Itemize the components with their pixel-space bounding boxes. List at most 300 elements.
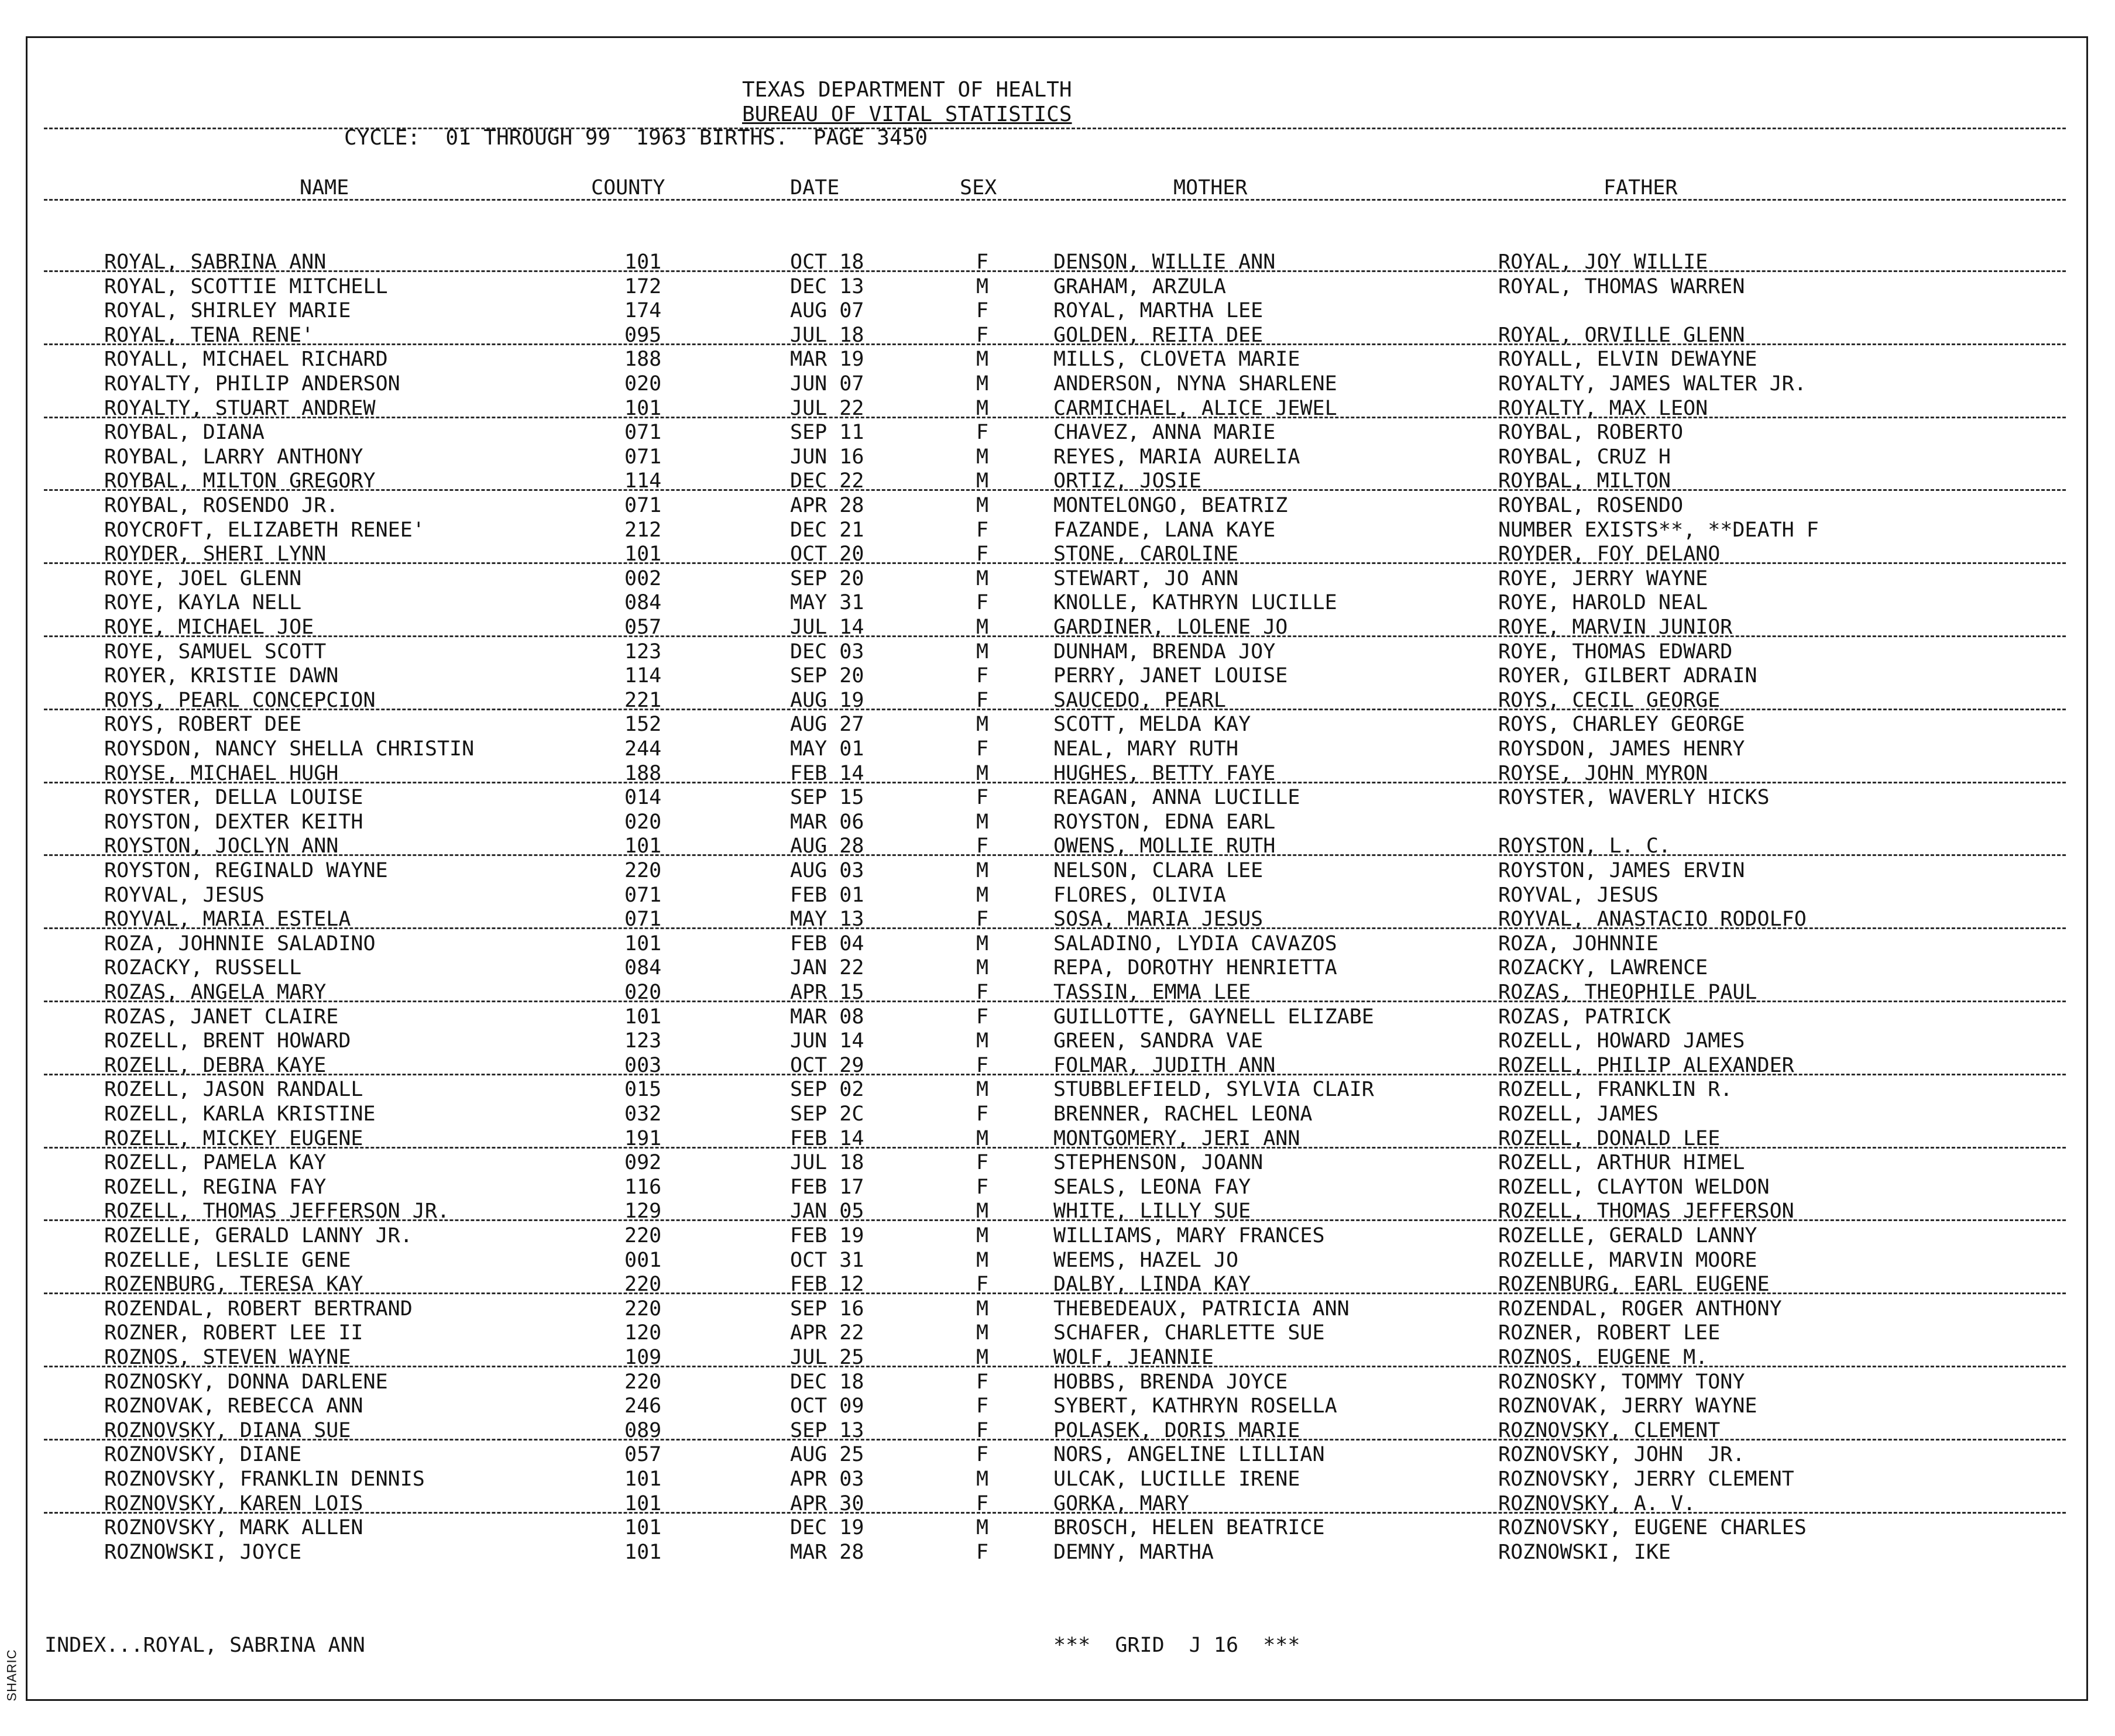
- cell-county: 101: [624, 1540, 662, 1564]
- cell-date: AUG 07: [790, 299, 864, 323]
- cell-mother: WOLF, JEANNIE: [1053, 1346, 1214, 1369]
- table-row: [0, 275, 2115, 300]
- cell-county: 071: [624, 494, 662, 517]
- cell-county: 071: [624, 883, 662, 907]
- cell-date: SEP 15: [790, 786, 864, 810]
- cell-sex: F: [976, 250, 989, 274]
- cell-county: 172: [624, 274, 662, 298]
- cell-county: 220: [624, 1224, 662, 1247]
- cell-father: ROZENDAL, ROGER ANTHONY: [1498, 1297, 1782, 1321]
- table-row: [0, 737, 2115, 762]
- cell-date: SEP 20: [790, 566, 864, 590]
- cell-date: SEP 16: [790, 1297, 864, 1321]
- cell-mother: DEMNY, MARTHA: [1053, 1540, 1214, 1564]
- cell-county: 221: [624, 688, 662, 712]
- table-row: [0, 907, 2115, 932]
- cell-county: 188: [624, 348, 662, 372]
- cell-mother: STUBBLEFIELD, SYLVIA CLAIR: [1053, 1078, 1374, 1102]
- cell-father: ROZELL, JAMES: [1498, 1102, 1659, 1126]
- cell-date: JUN 16: [790, 445, 864, 469]
- cell-name: ROYE, JOEL GLENN: [104, 566, 302, 590]
- cell-mother: HOBBS, BRENDA JOYCE: [1053, 1370, 1288, 1394]
- bureau-title: BUREAU OF VITAL STATISTICS: [742, 102, 1072, 126]
- cell-date: JUL 18: [790, 1151, 864, 1175]
- cell-father: ROZELLE, GERALD LANNY: [1498, 1224, 1757, 1247]
- cell-name: ROZAS, ANGELA MARY: [104, 981, 327, 1004]
- table-row: [0, 981, 2115, 1005]
- cell-date: JAN 22: [790, 956, 864, 980]
- cell-mother: MONTELONGO, BEATRIZ: [1053, 494, 1288, 517]
- cell-county: 174: [624, 299, 662, 323]
- cell-sex: M: [976, 1224, 989, 1247]
- cell-father: ROZNOVSKY, JERRY CLEMENT: [1498, 1467, 1794, 1491]
- cell-name: ROYALL, MICHAEL RICHARD: [104, 348, 388, 372]
- cell-name: ROYALTY, PHILIP ANDERSON: [104, 372, 400, 396]
- cell-county: 101: [624, 250, 662, 274]
- cell-sex: M: [976, 640, 989, 664]
- cell-father: ROZNOVSKY, JOHN JR.: [1498, 1443, 1745, 1467]
- cell-sex: M: [976, 1346, 989, 1369]
- table-row: [0, 1370, 2115, 1395]
- cell-mother: ULCAK, LUCILLE IRENE: [1053, 1467, 1300, 1491]
- cell-county: 003: [624, 1053, 662, 1077]
- cell-father: ROYBAL, ROSENDO: [1498, 494, 1684, 517]
- cell-name: ROYE, SAMUEL SCOTT: [104, 640, 327, 664]
- cell-sex: M: [976, 274, 989, 298]
- cell-father: ROYAL, JOY WILLIE: [1498, 250, 1708, 274]
- cell-county: 212: [624, 518, 662, 542]
- cell-date: MAR 06: [790, 810, 864, 834]
- cell-mother: REYES, MARIA AURELIA: [1053, 445, 1300, 469]
- cell-mother: REAGAN, ANNA LUCILLE: [1053, 786, 1300, 810]
- cell-county: 092: [624, 1151, 662, 1175]
- cell-county: 101: [624, 1005, 662, 1029]
- cell-county: 057: [624, 1443, 662, 1467]
- cell-sex: F: [976, 1102, 989, 1126]
- cell-mother: TASSIN, EMMA LEE: [1053, 981, 1251, 1004]
- cell-date: SEP 2C: [790, 1102, 864, 1126]
- table-row: [0, 299, 2115, 324]
- table-row: [0, 372, 2115, 397]
- cell-county: 246: [624, 1394, 662, 1418]
- cell-father: ROZAS, PATRICK: [1498, 1005, 1671, 1029]
- table-row: [0, 1151, 2115, 1175]
- cell-county: 020: [624, 810, 662, 834]
- cell-sex: F: [976, 1370, 989, 1394]
- cell-sex: M: [976, 1078, 989, 1102]
- table-row: [0, 1102, 2115, 1127]
- cell-father: ROYAL, THOMAS WARREN: [1498, 274, 1745, 298]
- cell-date: DEC 18: [790, 1370, 864, 1394]
- cell-mother: NORS, ANGELINE LILLIAN: [1053, 1443, 1325, 1467]
- table-row: [0, 518, 2115, 543]
- table-row: [0, 834, 2115, 859]
- cell-county: 120: [624, 1321, 662, 1345]
- cell-mother: SALADINO, LYDIA CAVAZOS: [1053, 931, 1337, 955]
- cell-date: JAN 05: [790, 1199, 864, 1223]
- cell-father: ROZNER, ROBERT LEE: [1498, 1321, 1721, 1345]
- cell-date: SEP 11: [790, 421, 864, 445]
- cell-date: DEC 22: [790, 469, 864, 493]
- cell-sex: M: [976, 859, 989, 882]
- side-margin-label: [4, 1644, 21, 1703]
- cell-mother: HUGHES, BETTY FAYE: [1053, 761, 1276, 785]
- cell-name: ROYALTY, STUART ANDREW: [104, 396, 376, 420]
- cell-mother: CHAVEZ, ANNA MARIE: [1053, 421, 1276, 445]
- cell-sex: F: [976, 1005, 989, 1029]
- cell-name: ROZELL, MICKEY EUGENE: [104, 1126, 363, 1150]
- cell-date: OCT 20: [790, 542, 864, 566]
- cell-county: 191: [624, 1126, 662, 1150]
- column-header-father: FATHER: [1604, 176, 1678, 200]
- cell-date: SEP 13: [790, 1418, 864, 1442]
- cell-father: ROYSTER, WAVERLY HICKS: [1498, 786, 1770, 810]
- table-row: [0, 542, 2115, 567]
- table-row: [0, 1029, 2115, 1054]
- cell-mother: WEEMS, HAZEL JO: [1053, 1248, 1239, 1272]
- cell-sex: F: [976, 688, 989, 712]
- cell-county: 101: [624, 1491, 662, 1515]
- column-header-sex: SEX: [960, 176, 997, 200]
- cell-sex: F: [976, 1418, 989, 1442]
- cell-date: JUL 18: [790, 323, 864, 347]
- cell-county: 123: [624, 1029, 662, 1053]
- cell-father: ROZENBURG, EARL EUGENE: [1498, 1273, 1770, 1297]
- cell-mother: NELSON, CLARA LEE: [1053, 859, 1263, 882]
- column-header-name: NAME: [300, 176, 349, 200]
- cell-mother: DUNHAM, BRENDA JOY: [1053, 640, 1276, 664]
- cell-sex: F: [976, 786, 989, 810]
- cell-name: ROZELL, KARLA KRISTINE: [104, 1102, 376, 1126]
- cell-name: ROYAL, TENA RENE': [104, 323, 314, 347]
- cell-name: ROZNOVAK, REBECCA ANN: [104, 1394, 363, 1418]
- table-row: [0, 1078, 2115, 1102]
- cell-county: 188: [624, 761, 662, 785]
- cell-father: ROYBAL, MILTON: [1498, 469, 1671, 493]
- cell-date: FEB 12: [790, 1273, 864, 1297]
- cell-name: ROZAS, JANET CLAIRE: [104, 1005, 339, 1029]
- table-row: [0, 445, 2115, 470]
- cell-sex: M: [976, 494, 989, 517]
- cell-county: 071: [624, 445, 662, 469]
- cell-date: AUG 25: [790, 1443, 864, 1467]
- cell-sex: M: [976, 616, 989, 639]
- cell-mother: GARDINER, LOLENE JO: [1053, 616, 1288, 639]
- cell-date: OCT 18: [790, 250, 864, 274]
- table-row: [0, 469, 2115, 494]
- cell-date: MAY 31: [790, 591, 864, 615]
- table-row: [0, 616, 2115, 640]
- cell-sex: M: [976, 1199, 989, 1223]
- cell-name: ROZELL, REGINA FAY: [104, 1175, 327, 1199]
- cell-name: ROZELL, DEBRA KAYE: [104, 1053, 327, 1077]
- table-row: [0, 1127, 2115, 1151]
- table-row: [0, 1249, 2115, 1273]
- cell-name: ROYAL, SHIRLEY MARIE: [104, 299, 351, 323]
- cell-county: 084: [624, 591, 662, 615]
- cell-county: 002: [624, 566, 662, 590]
- cell-date: APR 30: [790, 1491, 864, 1515]
- cell-name: ROYBAL, ROSENDO JR.: [104, 494, 339, 517]
- cell-name: ROZNOSKY, DONNA DARLENE: [104, 1370, 388, 1394]
- cell-father: ROYER, GILBERT ADRAIN: [1498, 664, 1757, 688]
- cell-name: ROYVAL, MARIA ESTELA: [104, 907, 351, 931]
- cell-sex: M: [976, 469, 989, 493]
- cell-mother: CARMICHAEL, ALICE JEWEL: [1053, 396, 1337, 420]
- cell-sex: M: [976, 1321, 989, 1345]
- table-row: [0, 1199, 2115, 1224]
- cell-mother: KNOLLE, KATHRYN LUCILLE: [1053, 591, 1337, 615]
- cell-sex: F: [976, 1394, 989, 1418]
- cell-name: ROYE, KAYLA NELL: [104, 591, 302, 615]
- table-row: [0, 397, 2115, 421]
- table-row: [0, 1443, 2115, 1467]
- cell-name: ROYE, MICHAEL JOE: [104, 616, 314, 639]
- cell-county: 095: [624, 323, 662, 347]
- cell-name: ROYSTON, REGINALD WAYNE: [104, 859, 388, 882]
- cell-county: 032: [624, 1102, 662, 1126]
- cell-father: ROZACKY, LAWRENCE: [1498, 956, 1708, 980]
- cell-sex: F: [976, 591, 989, 615]
- table-row: [0, 1541, 2115, 1565]
- cell-name: ROYSE, MICHAEL HUGH: [104, 761, 339, 785]
- cell-name: ROYBAL, MILTON GREGORY: [104, 469, 376, 493]
- cell-sex: M: [976, 810, 989, 834]
- table-row: [0, 713, 2115, 737]
- cell-mother: GREEN, SANDRA VAE: [1053, 1029, 1263, 1053]
- cell-name: ROYSTON, JOCLYN ANN: [104, 834, 339, 858]
- cell-name: ROZNOVSKY, FRANKLIN DENNIS: [104, 1467, 425, 1491]
- cell-father: ROZELL, DONALD LEE: [1498, 1126, 1721, 1150]
- table-row: [0, 348, 2115, 372]
- cell-date: SEP 20: [790, 664, 864, 688]
- cell-sex: F: [976, 1151, 989, 1175]
- table-row: [0, 1394, 2115, 1419]
- cell-mother: GRAHAM, ARZULA: [1053, 274, 1227, 298]
- table-row: [0, 786, 2115, 810]
- cell-mother: ROYSTON, EDNA EARL: [1053, 810, 1276, 834]
- cell-father: ROYSE, JOHN MYRON: [1498, 761, 1708, 785]
- table-row: [0, 689, 2115, 713]
- cell-date: OCT 09: [790, 1394, 864, 1418]
- cell-date: APR 28: [790, 494, 864, 517]
- cell-mother: ANDERSON, NYNA SHARLENE: [1053, 372, 1337, 396]
- cell-county: 220: [624, 1370, 662, 1394]
- cell-sex: F: [976, 834, 989, 858]
- table-row: [0, 1419, 2115, 1443]
- cell-father: ROZNOS, EUGENE M.: [1498, 1346, 1708, 1369]
- cell-mother: WHITE, LILLY SUE: [1053, 1199, 1251, 1223]
- column-header-mother: MOTHER: [1173, 176, 1248, 200]
- cell-sex: F: [976, 1540, 989, 1564]
- cell-date: JUL 14: [790, 616, 864, 639]
- cell-sex: F: [976, 664, 989, 688]
- cell-sex: M: [976, 566, 989, 590]
- cell-date: FEB 04: [790, 931, 864, 955]
- cell-date: DEC 21: [790, 518, 864, 542]
- cell-mother: GOLDEN, REITA DEE: [1053, 323, 1263, 347]
- cell-sex: M: [976, 883, 989, 907]
- cell-county: 116: [624, 1175, 662, 1199]
- cell-county: 101: [624, 542, 662, 566]
- cell-county: 123: [624, 640, 662, 664]
- cell-name: ROZA, JOHNNIE SALADINO: [104, 931, 376, 955]
- cell-sex: F: [976, 542, 989, 566]
- cell-sex: F: [976, 1053, 989, 1077]
- cell-name: ROZNOWSKI, JOYCE: [104, 1540, 302, 1564]
- cell-date: APR 22: [790, 1321, 864, 1345]
- cell-mother: BROSCH, HELEN BEATRICE: [1053, 1516, 1325, 1540]
- cell-county: 101: [624, 396, 662, 420]
- cell-county: 020: [624, 981, 662, 1004]
- cell-father: ROYE, MARVIN JUNIOR: [1498, 616, 1733, 639]
- cell-father: ROYSDON, JAMES HENRY: [1498, 737, 1745, 761]
- cell-name: ROZNOS, STEVEN WAYNE: [104, 1346, 351, 1369]
- cell-date: JUL 22: [790, 396, 864, 420]
- cell-mother: SYBERT, KATHRYN ROSELLA: [1053, 1394, 1337, 1418]
- table-row: [0, 640, 2115, 665]
- table-row: [0, 1346, 2115, 1370]
- cell-father: NUMBER EXISTS**, **DEATH F: [1498, 518, 1819, 542]
- cell-date: MAR 19: [790, 348, 864, 372]
- table-row: [0, 1273, 2115, 1297]
- cell-name: ROYDER, SHERI LYNN: [104, 542, 327, 566]
- cell-father: ROZELL, CLAYTON WELDON: [1498, 1175, 1770, 1199]
- side-label-text: SHARIC: [4, 1649, 19, 1701]
- cell-mother: FAZANDE, LANA KAYE: [1053, 518, 1276, 542]
- cell-name: ROZELL, JASON RANDALL: [104, 1078, 363, 1102]
- cell-name: ROZNOVSKY, DIANA SUE: [104, 1418, 351, 1442]
- cell-father: ROZELL, FRANKLIN R.: [1498, 1078, 1733, 1102]
- cell-date: FEB 17: [790, 1175, 864, 1199]
- table-row: [0, 1054, 2115, 1078]
- cell-date: FEB 14: [790, 761, 864, 785]
- cell-mother: SAUCEDO, PEARL: [1053, 688, 1227, 712]
- cell-sex: M: [976, 931, 989, 955]
- cell-father: ROYBAL, CRUZ H: [1498, 445, 1671, 469]
- table-row: [0, 762, 2115, 786]
- cell-name: ROYSTER, DELLA LOUISE: [104, 786, 363, 810]
- cell-name: ROYVAL, JESUS: [104, 883, 265, 907]
- cell-father: ROYE, HAROLD NEAL: [1498, 591, 1708, 615]
- cell-father: ROYSTON, L. C.: [1498, 834, 1671, 858]
- cell-mother: REPA, DOROTHY HENRIETTA: [1053, 956, 1337, 980]
- cell-county: 101: [624, 834, 662, 858]
- column-header-rule: [44, 199, 2066, 201]
- cell-date: SEP 02: [790, 1078, 864, 1102]
- column-header-date: DATE: [790, 176, 840, 200]
- table-row: [0, 1224, 2115, 1249]
- cell-sex: F: [976, 1175, 989, 1199]
- cell-sex: M: [976, 1467, 989, 1491]
- cell-name: ROZACKY, RUSSELL: [104, 956, 302, 980]
- cell-name: ROZENDAL, ROBERT BERTRAND: [104, 1297, 413, 1321]
- cell-mother: DALBY, LINDA KAY: [1053, 1273, 1251, 1297]
- cell-mother: ORTIZ, JOSIE: [1053, 469, 1201, 493]
- cell-sex: F: [976, 518, 989, 542]
- cell-sex: F: [976, 907, 989, 931]
- table-row: [0, 324, 2115, 348]
- cell-father: ROYBAL, ROBERTO: [1498, 421, 1684, 445]
- cell-father: ROYVAL, ANASTACIO RODOLFO: [1498, 907, 1807, 931]
- cell-father: ROYE, JERRY WAYNE: [1498, 566, 1708, 590]
- cell-sex: M: [976, 1029, 989, 1053]
- cell-county: 001: [624, 1248, 662, 1272]
- cell-name: ROYSTON, DEXTER KEITH: [104, 810, 363, 834]
- cell-county: 101: [624, 931, 662, 955]
- cell-father: ROYE, THOMAS EDWARD: [1498, 640, 1733, 664]
- cell-mother: SCHAFER, CHARLETTE SUE: [1053, 1321, 1325, 1345]
- cell-date: MAR 08: [790, 1005, 864, 1029]
- cell-name: ROZNOVSKY, DIANE: [104, 1443, 302, 1467]
- cell-name: ROYAL, SABRINA ANN: [104, 250, 327, 274]
- cell-name: ROZNER, ROBERT LEE II: [104, 1321, 363, 1345]
- cell-county: 089: [624, 1418, 662, 1442]
- table-row: [0, 421, 2115, 445]
- cell-mother: STONE, CAROLINE: [1053, 542, 1239, 566]
- cell-date: JUL 25: [790, 1346, 864, 1369]
- cell-date: MAR 28: [790, 1540, 864, 1564]
- cycle-line: CYCLE: 01 THROUGH 99 1963 BIRTHS. PAGE 3450: [344, 126, 928, 150]
- cell-county: 014: [624, 786, 662, 810]
- table-row: [0, 567, 2115, 592]
- cell-sex: M: [976, 956, 989, 980]
- cell-father: ROYSTON, JAMES ERVIN: [1498, 859, 1745, 882]
- cell-father: ROZNOVSKY, A. V.: [1498, 1491, 1696, 1515]
- cell-father: ROYVAL, JESUS: [1498, 883, 1659, 907]
- cell-father: ROZELL, PHILIP ALEXANDER: [1498, 1053, 1794, 1077]
- cell-county: 152: [624, 713, 662, 737]
- cell-mother: NEAL, MARY RUTH: [1053, 737, 1239, 761]
- cell-sex: M: [976, 1248, 989, 1272]
- cell-name: ROZNOVSKY, MARK ALLEN: [104, 1516, 363, 1540]
- cell-mother: THEBEDEAUX, PATRICIA ANN: [1053, 1297, 1350, 1321]
- cell-date: DEC 13: [790, 274, 864, 298]
- cell-father: ROZNOVAK, JERRY WAYNE: [1498, 1394, 1757, 1418]
- table-row: [0, 250, 2115, 275]
- cell-county: 109: [624, 1346, 662, 1369]
- cell-county: 220: [624, 1273, 662, 1297]
- cell-date: MAY 01: [790, 737, 864, 761]
- table-row: [0, 1175, 2115, 1200]
- table-row: [0, 1005, 2115, 1030]
- cell-sex: F: [976, 299, 989, 323]
- cell-name: ROZELLE, GERALD LANNY JR.: [104, 1224, 413, 1247]
- cell-mother: POLASEK, DORIS MARIE: [1053, 1418, 1300, 1442]
- cell-father: ROYAL, ORVILLE GLENN: [1498, 323, 1745, 347]
- cell-name: ROZELLE, LESLIE GENE: [104, 1248, 351, 1272]
- cell-name: ROZNOVSKY, KAREN LOIS: [104, 1491, 363, 1515]
- cell-mother: GORKA, MARY: [1053, 1491, 1189, 1515]
- cell-date: DEC 03: [790, 640, 864, 664]
- table-row: [0, 591, 2115, 616]
- cell-father: ROZELL, HOWARD JAMES: [1498, 1029, 1745, 1053]
- cell-county: 244: [624, 737, 662, 761]
- table-row: [0, 1467, 2115, 1492]
- cell-sex: M: [976, 1516, 989, 1540]
- table-row: [0, 1516, 2115, 1541]
- table-row: [0, 932, 2115, 957]
- column-header-county: COUNTY: [591, 176, 665, 200]
- cell-date: APR 15: [790, 981, 864, 1004]
- cell-mother: GUILLOTTE, GAYNELL ELIZABE: [1053, 1005, 1374, 1029]
- cell-sex: F: [976, 737, 989, 761]
- cell-date: OCT 29: [790, 1053, 864, 1077]
- cell-name: ROZENBURG, TERESA KAY: [104, 1273, 363, 1297]
- cell-date: JUN 14: [790, 1029, 864, 1053]
- cell-date: FEB 01: [790, 883, 864, 907]
- cell-date: AUG 27: [790, 713, 864, 737]
